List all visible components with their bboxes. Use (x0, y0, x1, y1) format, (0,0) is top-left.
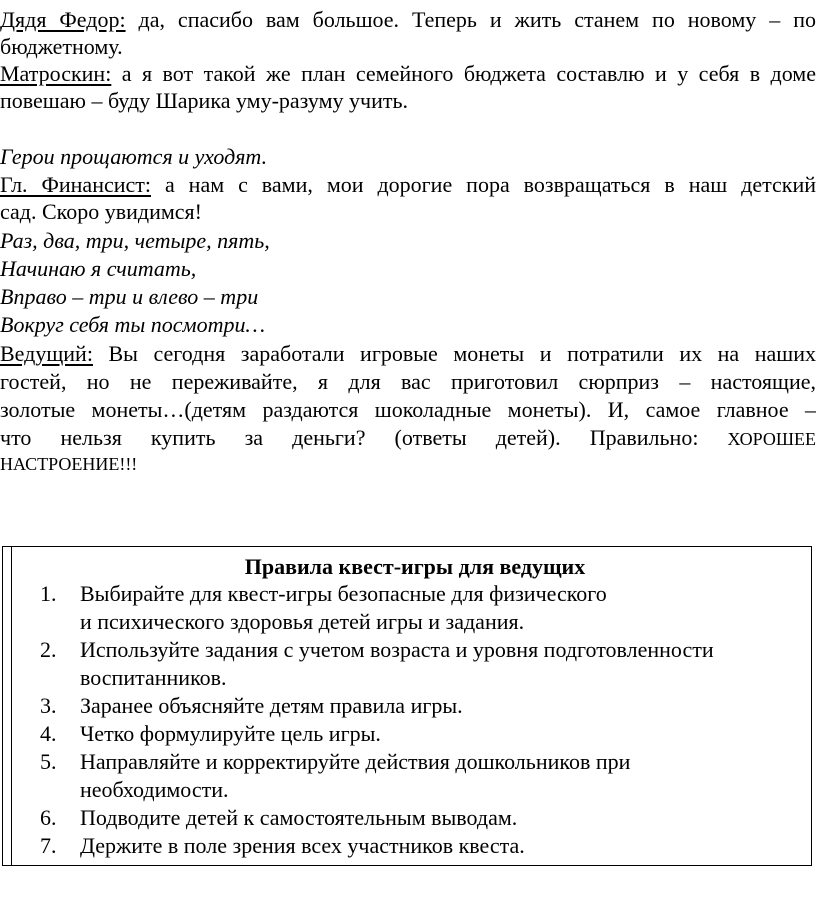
matroskin-line-1 (0, 60, 816, 87)
poem-line-2: Начинаю я считать, (0, 256, 197, 281)
speaker-fedor: Дядя Федор: (0, 7, 126, 32)
rule-item (40, 692, 463, 720)
poem-line-3: Вправо – три и влево – три (0, 284, 259, 309)
rule-text: Направляйте и корректируйте действия дошкольников при (80, 749, 631, 774)
rule-item (40, 636, 714, 664)
rule-item (40, 580, 607, 608)
rule-number: 1. (40, 581, 57, 606)
rule-text-cont: воспитанников. (80, 665, 227, 690)
rules-title: Правила квест-игры для ведущих (244, 554, 586, 579)
financier-line-1 (0, 171, 816, 198)
host-text-1: Вы сегодня заработали игровые монеты и потратили их на наших (92, 341, 816, 366)
rule-text: Держите в поле зрения всех участников квеста. (80, 833, 525, 858)
speaker-host: Ведущий: (0, 341, 93, 366)
financier-text-2: сад. Скоро увидимся! (0, 199, 202, 224)
rule-text: Четко формулируйте цель игры. (80, 721, 381, 746)
rule-text-cont: необходимости. (80, 777, 229, 802)
speaker-matroskin: Матроскин: (0, 61, 112, 86)
matroskin-text-1: а я вот такой же план семейного бюджета составлю и у себя в доме (111, 61, 816, 86)
matroskin-text-2: повешаю – буду Шарика уму-разуму учить. (0, 88, 409, 113)
rule-text: Используйте задания с учетом возраста и уровня подготовленности (80, 637, 714, 662)
fedor-line-1 (0, 6, 816, 33)
rule-number: 4. (40, 721, 57, 746)
host-text-4-caps: ХОРОШЕЕ (727, 429, 816, 449)
rule-number: 6. (40, 805, 57, 830)
rule-text: Выбирайте для квест-игры безопасные для физического (80, 581, 607, 606)
rule-item (40, 804, 517, 832)
rule-number: 7. (40, 833, 57, 858)
rule-text: Подводите детей к самостоятельным выводам. (80, 805, 518, 830)
rule-text: Заранее объясняйте детям правила игры. (80, 693, 463, 718)
poem-line-4: Вокруг себя ты посмотри… (0, 312, 266, 337)
host-text-4: что нельзя купить за деньги? (ответы детей). Правильно: (0, 425, 728, 450)
host-line-4 (0, 424, 816, 453)
host-text-5: НАСТРОЕНИЕ!!! (0, 454, 138, 474)
rule-number: 5. (40, 749, 57, 774)
rule-number: 3. (40, 693, 57, 718)
financier-text-1: а нам с вами, мои дорогие пора возвращаться в наш детский (151, 172, 816, 197)
poem-line-1: Раз, два, три, четыре, пять, (0, 228, 270, 253)
rule-number: 2. (40, 637, 57, 662)
host-text-2: гостей, но не переживайте, я для вас приготовил сюрприз – настоящие, (0, 369, 816, 394)
stage-direction: Герои прощаются и уходят. (0, 144, 268, 169)
fedor-text-2: бюджетному. (0, 34, 123, 59)
speaker-financier: Гл. Финансист: (0, 172, 151, 197)
rule-text-cont: и психического здоровья детей игры и задания. (80, 609, 525, 634)
rule-item (40, 720, 381, 748)
host-text-3: золотые монеты…(детям раздаются шоколадные монеты). И, самое главное – (0, 397, 816, 422)
host-line-1 (0, 340, 816, 367)
rule-item (40, 748, 630, 776)
fedor-text-1: да, спасибо вам большое. Теперь и жить станем по новому – по (125, 7, 816, 32)
rule-item (40, 832, 525, 860)
